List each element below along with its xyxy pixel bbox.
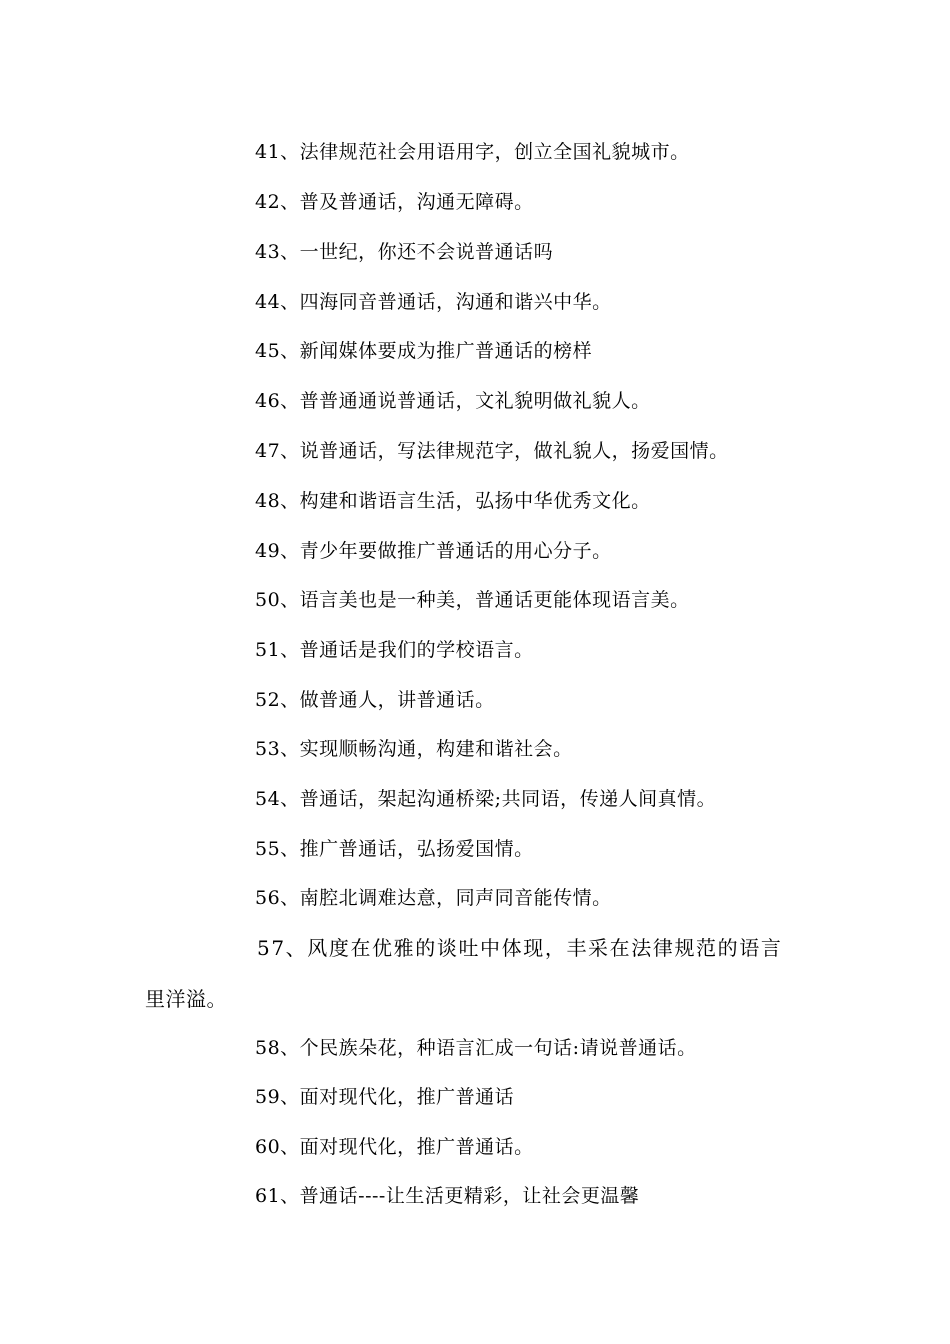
list-item: 60、面对现代化，推广普通话。 (255, 1136, 534, 1158)
list-item: 59、面对现代化，推广普通话 (255, 1086, 515, 1108)
list-item: 45、新闻媒体要成为推广普通话的榜样 (255, 340, 593, 362)
list-item: 52、做普通人，讲普通话。 (255, 689, 495, 711)
list-item: 41、法律规范社会用语用字，创立全国礼貌城市。 (255, 141, 690, 163)
list-item: 53、实现顺畅沟通，构建和谐社会。 (255, 738, 573, 760)
list-item: 56、南腔北调难达意，同声同音能传情。 (255, 887, 612, 909)
list-item: 51、普通话是我们的学校语言。 (255, 639, 534, 661)
list-item: 42、普及普通话，沟通无障碍。 (255, 191, 534, 213)
list-item: 57、风度在优雅的谈吐中体现，丰采在法律规范的语言 (257, 936, 783, 960)
list-item: 43、一世纪，你还不会说普通话吗 (255, 241, 554, 263)
list-item-continuation: 里洋溢。 (145, 987, 227, 1011)
list-item: 55、推广普通话，弘扬爱国情。 (255, 838, 534, 860)
list-item: 46、普普通通说普通话，文礼貌明做礼貌人。 (255, 390, 651, 412)
list-item: 44、四海同音普通话，沟通和谐兴中华。 (255, 291, 612, 313)
list-item: 61、普通话----让生活更精彩，让社会更温馨 (255, 1185, 640, 1207)
list-item: 49、青少年要做推广普通话的用心分子。 (255, 540, 612, 562)
list-item: 58、个民族朵花，种语言汇成一句话:请说普通话。 (255, 1037, 697, 1059)
list-item: 48、构建和谐语言生活，弘扬中华优秀文化。 (255, 490, 651, 512)
list-item: 47、说普通话，写法律规范字，做礼貌人，扬爱国情。 (255, 440, 729, 462)
list-item: 50、语言美也是一种美，普通话更能体现语言美。 (255, 589, 690, 611)
list-item: 54、普通话，架起沟通桥梁;共同语，传递人间真情。 (255, 788, 717, 810)
